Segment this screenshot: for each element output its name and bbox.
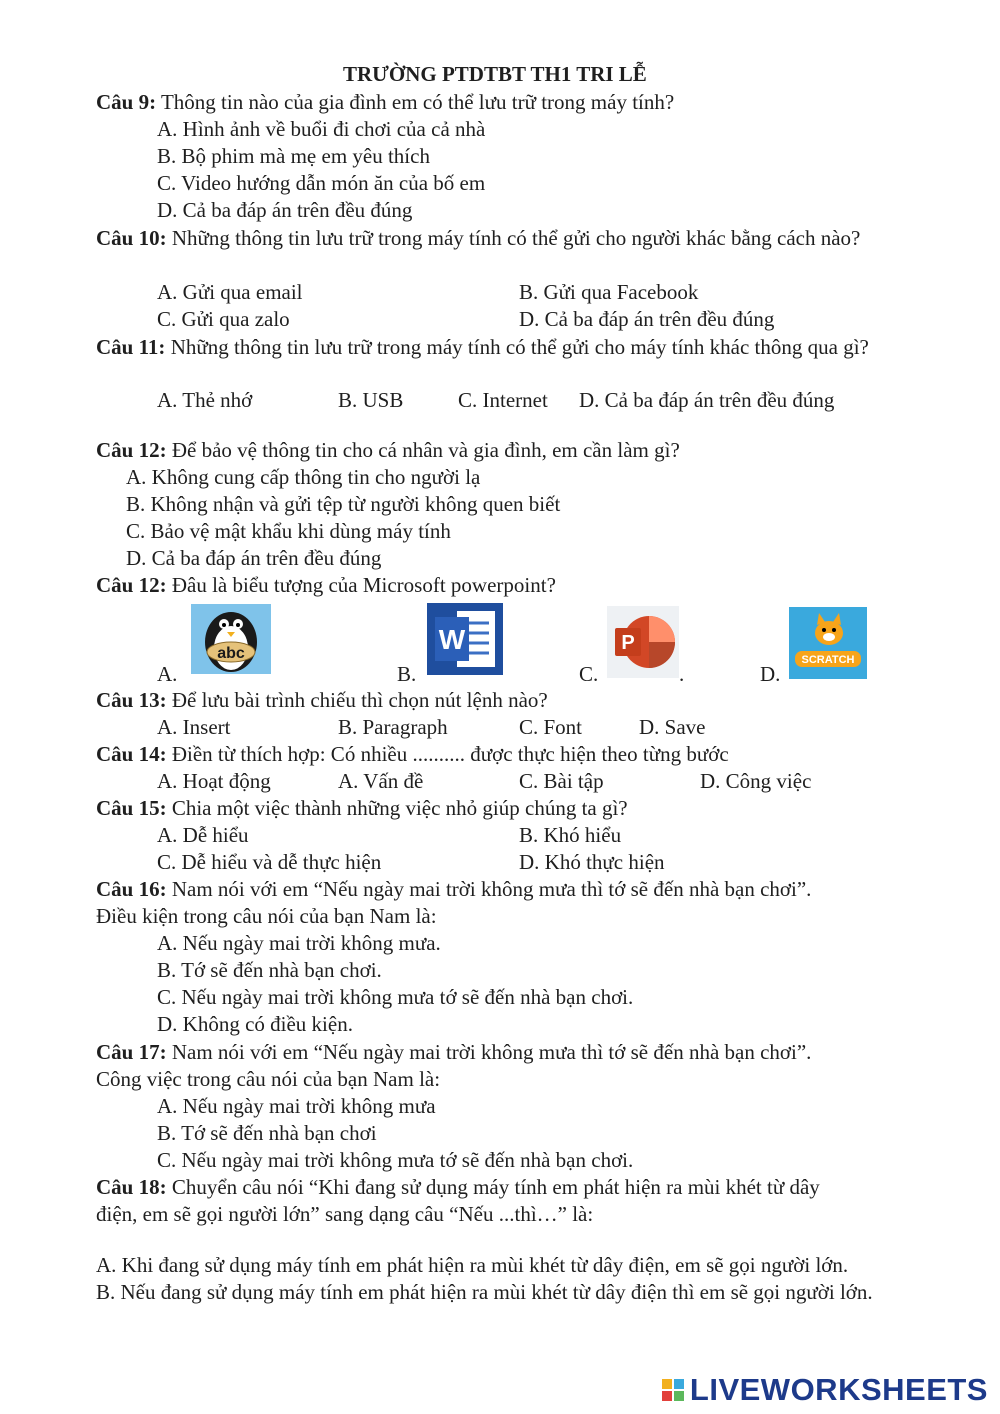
question-number: Câu 11: [96,335,166,359]
q16-option-d: D. Không có điều kiện. [157,1012,353,1036]
q9-option-a: A. Hình ảnh về buổi đi chơi của cả nhà [157,117,486,141]
question-number: Câu 12: [96,438,167,462]
q16-option-a: A. Nếu ngày mai trời không mưa. [157,931,441,955]
q18-option-a: A. Khi đang sử dụng máy tính em phát hiện ra mùi khét từ dây điện, em sẽ gọi người lớn. [96,1253,849,1277]
liveworksheets-logo [662,1372,988,1408]
question-16 [96,876,811,903]
q17-option-a: A. Nếu ngày mai trời không mưa [157,1094,436,1118]
icon-label: SCRATCH [801,654,855,666]
question-12-powerpoint [96,572,556,599]
question-15 [96,795,628,822]
question-number: Câu 15: [96,796,167,820]
question-text: Nam nói với em “Nếu ngày mai trời không mưa thì tớ sẽ đến nhà bạn chơi”. [171,1040,812,1064]
question-10 [96,225,928,252]
question-18-line-2: điện, em sẽ gọi người lớn” sang dạng câu “Nếu ...thì…” là: [96,1202,594,1226]
q15-option-c: C. Dễ hiểu và dễ thực hiện [157,850,382,874]
q16-option-b: B. Tớ sẽ đến nhà bạn chơi. [157,958,382,982]
q14-option-b: A. Vấn đề [338,769,424,793]
q13-option-a: A. Insert [157,715,231,739]
q10-option-d: D. Cả ba đáp án trên đều đúng [519,307,775,331]
icon-label: W [438,624,466,655]
q10-option-b: B. Gửi qua Facebook [519,280,699,304]
q10-option-a: A. Gửi qua email [157,280,303,304]
q15-option-d: D. Khó thực hiện [519,850,665,874]
q11-option-d: D. Cả ba đáp án trên đều đúng [579,388,835,412]
question-number: Câu 17: [96,1040,167,1064]
icon-label: abc [217,645,245,662]
q12b-option-a-label: A. [157,662,178,686]
question-number: Câu 13: [96,688,167,712]
question-11 [96,334,928,361]
q13-option-d: D. Save [639,715,706,739]
question-text: Thông tin nào của gia đình em có thể lưu trữ trong máy tính? [160,90,675,114]
q11-option-c: C. Internet [458,388,548,412]
school-title: TRƯỜNG PTDTBT TH1 TRI LỄ [343,62,647,86]
question-number: Câu 16: [96,877,167,901]
question-18 [96,1174,820,1201]
question-text: Đâu là biểu tượng của Microsoft powerpoint? [171,573,556,597]
q17-option-b: B. Tớ sẽ đến nhà bạn chơi [157,1121,377,1145]
q12a-option-c: C. Bảo vệ mật khẩu khi dùng máy tính [126,519,451,543]
liveworksheets-mark-icon [662,1379,684,1401]
question-number: Câu 9: [96,90,157,114]
question-17 [96,1039,811,1066]
q13-option-c: C. Font [519,715,583,739]
question-text: Chuyển câu nói “Khi đang sử dụng máy tính em phát hiện ra mùi khét từ dây [171,1175,820,1199]
question-text: Chia một việc thành những việc nhỏ giúp chúng ta gì? [171,796,628,820]
question-text: Điền từ thích hợp: Có nhiều .......... được thực hiện theo từng bước [171,742,729,766]
q14-option-c: C. Bài tập [519,769,604,793]
q18-option-b: B. Nếu đang sử dụng máy tính em phát hiện ra mùi khét từ dây điện thì em sẽ gọi người lớn. [96,1280,873,1304]
question-13 [96,687,548,714]
question-12-protect [96,437,680,464]
powerpoint-icon [607,606,679,678]
q12b-option-c-dot: . [679,662,685,686]
question-text: Để lưu bài trình chiếu thì chọn nút lệnh nào? [171,688,548,712]
q12b-option-d-label: D. [760,662,781,686]
question-number: Câu 12: [96,573,167,597]
q11-option-a: A. Thẻ nhớ [157,388,253,412]
question-16-line-2: Điều kiện trong câu nói của bạn Nam là: [96,904,437,928]
q12a-option-d: D. Cả ba đáp án trên đều đúng [126,546,382,570]
question-text: Những thông tin lưu trữ trong máy tính có thể gửi cho máy tính khác thông qua gì? [170,335,869,359]
q12a-option-a: A. Không cung cấp thông tin cho người lạ [126,465,481,489]
question-number: Câu 18: [96,1175,167,1199]
q16-option-c: C. Nếu ngày mai trời không mưa tớ sẽ đến nhà bạn chơi. [157,985,634,1009]
q15-option-b: B. Khó hiểu [519,823,622,847]
question-9 [96,89,674,116]
q11-option-b: B. USB [338,388,404,412]
q14-option-a: A. Hoạt động [157,769,271,793]
question-14 [96,741,729,768]
question-17-line-2: Công việc trong câu nói của bạn Nam là: [96,1067,441,1091]
penguin-abc-icon [191,604,271,674]
word-icon [427,603,503,675]
scratch-cat-icon [789,607,867,679]
q17-option-c: C. Nếu ngày mai trời không mưa tớ sẽ đến nhà bạn chơi. [157,1148,634,1172]
q15-option-a: A. Dễ hiểu [157,823,249,847]
question-number: Câu 10: [96,226,167,250]
question-text: Nam nói với em “Nếu ngày mai trời không mưa thì tớ sẽ đến nhà bạn chơi”. [171,877,812,901]
q13-option-b: B. Paragraph [338,715,448,739]
question-number: Câu 14: [96,742,167,766]
q12a-option-b: B. Không nhận và gửi tệp từ người không quen biết [126,492,561,516]
q9-option-c: C. Video hướng dẫn món ăn của bố em [157,171,486,195]
q12b-option-c-label: C. [579,662,599,686]
q12b-option-b-label: B. [397,662,417,686]
q9-option-b: B. Bộ phim mà mẹ em yêu thích [157,144,430,168]
liveworksheets-text: LIVEWORKSHEETS [689,1372,988,1407]
question-text: Những thông tin lưu trữ trong máy tính có thể gửi cho người khác bằng cách nào? [171,226,861,250]
q14-option-d: D. Công việc [700,769,812,793]
question-text: Để bảo vệ thông tin cho cá nhân và gia đình, em cần làm gì? [171,438,680,462]
q10-option-c: C. Gửi qua zalo [157,307,290,331]
icon-label: P [621,632,635,654]
q9-option-d: D. Cả ba đáp án trên đều đúng [157,198,413,222]
